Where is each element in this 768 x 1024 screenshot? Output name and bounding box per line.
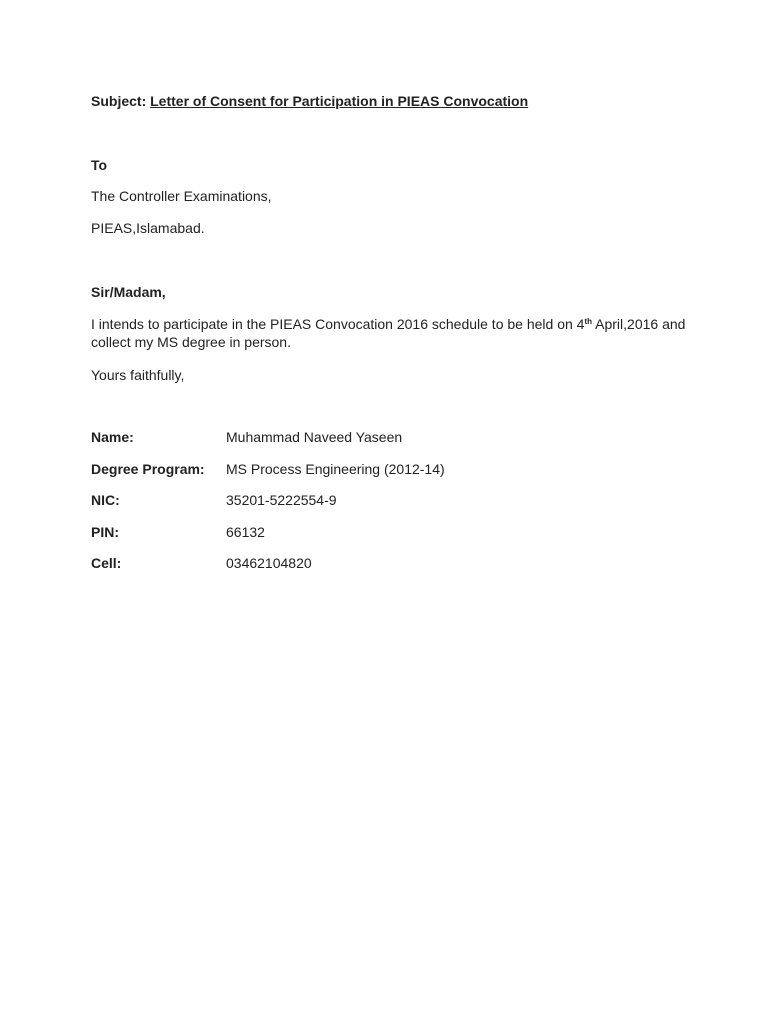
body-text-part-2: April,2016 and collect my MS degree in person. bbox=[91, 316, 686, 350]
subject-line bbox=[91, 93, 528, 109]
detail-label: Degree Program: bbox=[91, 460, 205, 477]
detail-value: 03462104820 bbox=[226, 555, 312, 572]
subject-label: Subject: bbox=[91, 93, 147, 109]
salutation: Sir/Madam, bbox=[91, 284, 166, 300]
detail-label: PIN: bbox=[91, 523, 119, 540]
detail-value: MS Process Engineering (2012-14) bbox=[226, 460, 445, 477]
recipient-line-2: PIEAS,Islamabad. bbox=[91, 220, 205, 236]
detail-label: NIC: bbox=[91, 492, 120, 509]
body-superscript: th bbox=[584, 317, 593, 326]
subject-title: Letter of Consent for Participation in PIEAS Convocation bbox=[150, 93, 529, 109]
detail-value: 66132 bbox=[226, 523, 265, 540]
detail-row-nic bbox=[91, 492, 591, 524]
detail-row-name bbox=[91, 429, 591, 461]
recipient-to: To bbox=[91, 157, 108, 173]
detail-row-cell bbox=[91, 555, 591, 587]
letter-body bbox=[91, 315, 691, 351]
recipient-line-1: The Controller Examinations, bbox=[91, 188, 272, 204]
detail-label: Name: bbox=[91, 429, 134, 445]
details-table bbox=[91, 429, 591, 587]
detail-row-degree-program bbox=[91, 461, 591, 493]
detail-label: Cell: bbox=[91, 555, 122, 572]
body-text-part-1: I intends to participate in the PIEAS Convocation 2016 schedule to be held on 4 bbox=[91, 316, 585, 332]
detail-row-pin bbox=[91, 524, 591, 556]
detail-value: Muhammad Naveed Yaseen bbox=[226, 429, 403, 445]
detail-value: 35201-5222554-9 bbox=[226, 492, 337, 509]
closing: Yours faithfully, bbox=[91, 367, 185, 383]
